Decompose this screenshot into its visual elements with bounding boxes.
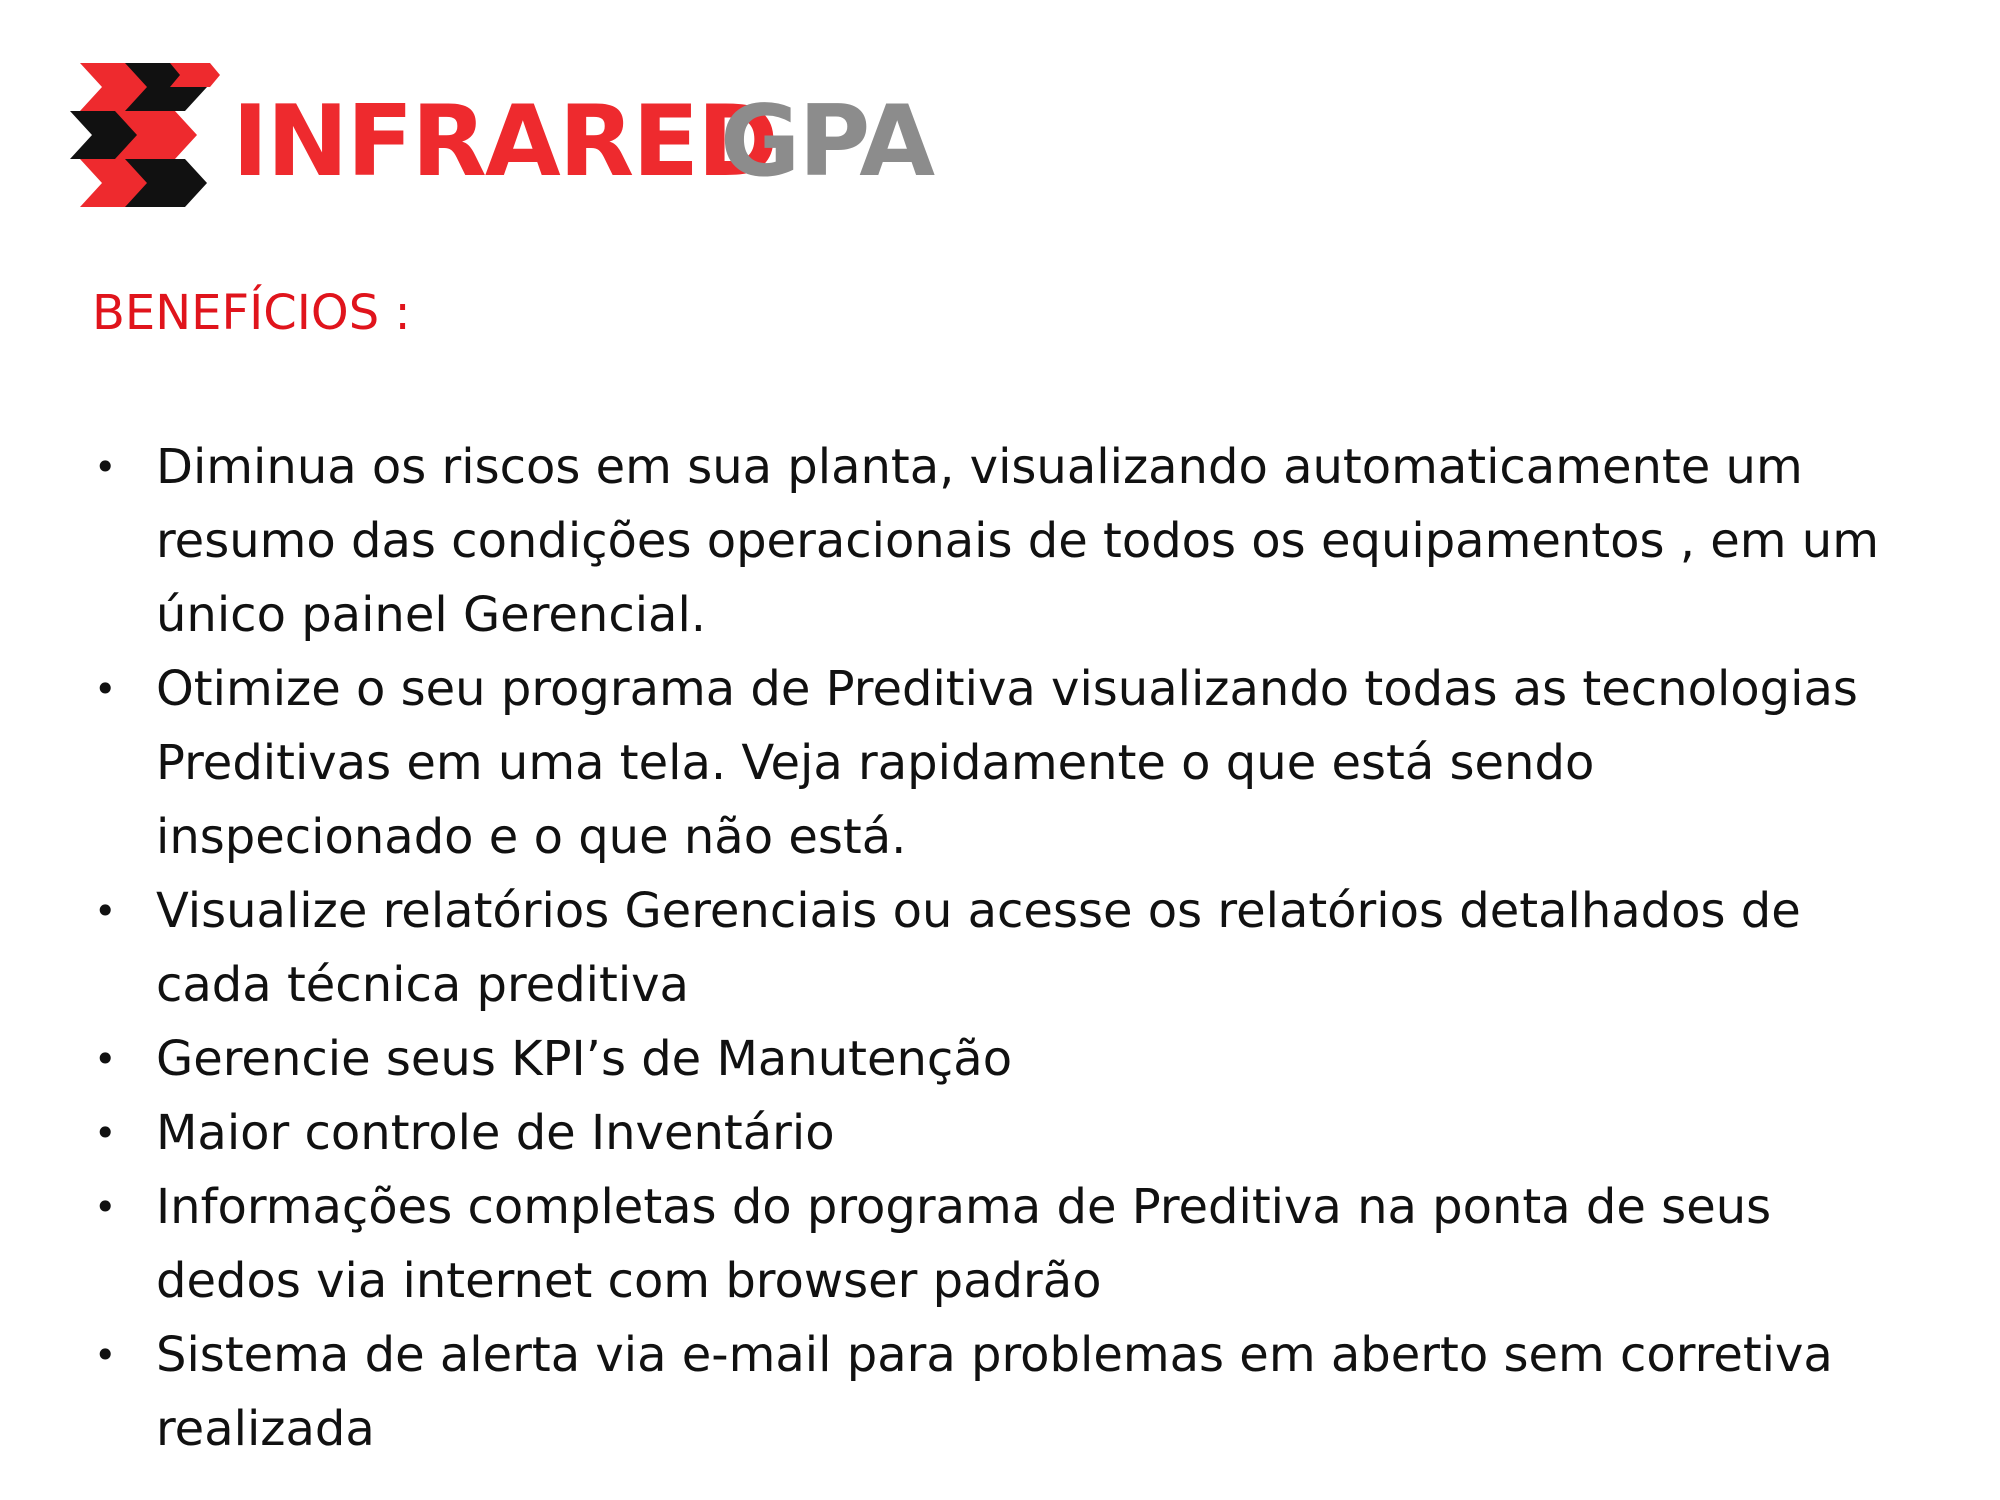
benefit-text-line: Preditivas em uma tela. Veja rapidamente o que está sendo — [156, 735, 1595, 791]
benefit-item — [92, 1096, 1972, 1170]
benefit-item — [92, 652, 1972, 874]
benefit-text-line: cada técnica preditiva — [156, 957, 689, 1013]
benefit-item — [92, 1318, 1972, 1466]
bullet-icon: • — [94, 1185, 117, 1229]
benefit-text-line: realizada — [156, 1401, 375, 1457]
benefit-item — [92, 1170, 1972, 1318]
benefit-text-line: Diminua os riscos em sua planta, visualizando automaticamente um — [156, 439, 1803, 495]
benefit-item — [92, 430, 1972, 652]
benefit-item — [92, 1022, 1972, 1096]
benefit-text-line: Informações completas do programa de Preditiva na ponta de seus — [156, 1179, 1772, 1235]
benefit-text-line: Maior controle de Inventário — [156, 1105, 835, 1161]
logo-text-infrared: INFRARED — [232, 85, 777, 199]
benefit-item — [92, 874, 1972, 1022]
benefit-text-line: inspecionado e o que não está. — [156, 809, 907, 865]
bullet-icon: • — [94, 1333, 117, 1377]
bullet-icon: • — [94, 445, 117, 489]
benefit-text-line: Sistema de alerta via e-mail para problemas em aberto sem corretiva — [156, 1327, 1833, 1383]
benefit-text-line: Otimize o seu programa de Preditiva visualizando todas as tecnologias — [156, 661, 1858, 717]
bullet-icon: • — [94, 1111, 117, 1155]
benefit-text-line: dedos via internet com browser padrão — [156, 1253, 1102, 1309]
benefit-text-line: Visualize relatórios Gerenciais ou acesse os relatórios detalhados de — [156, 883, 1801, 939]
benefit-text-line: Gerencie seus KPI’s de Manutenção — [156, 1031, 1013, 1087]
benefit-text-line: resumo das condições operacionais de todos os equipamentos , em um — [156, 513, 1879, 569]
bullet-icon: • — [94, 667, 117, 711]
benefits-list — [92, 430, 1972, 1466]
logo-chevron-icon — [70, 55, 230, 215]
bullet-icon: • — [94, 889, 117, 933]
benefit-text-line: único painel Gerencial. — [156, 587, 707, 643]
bullet-icon: • — [94, 1037, 117, 1081]
company-logo — [70, 55, 970, 225]
logo-text-gpa: GPA — [720, 85, 934, 199]
section-heading: BENEFÍCIOS : — [92, 285, 411, 341]
